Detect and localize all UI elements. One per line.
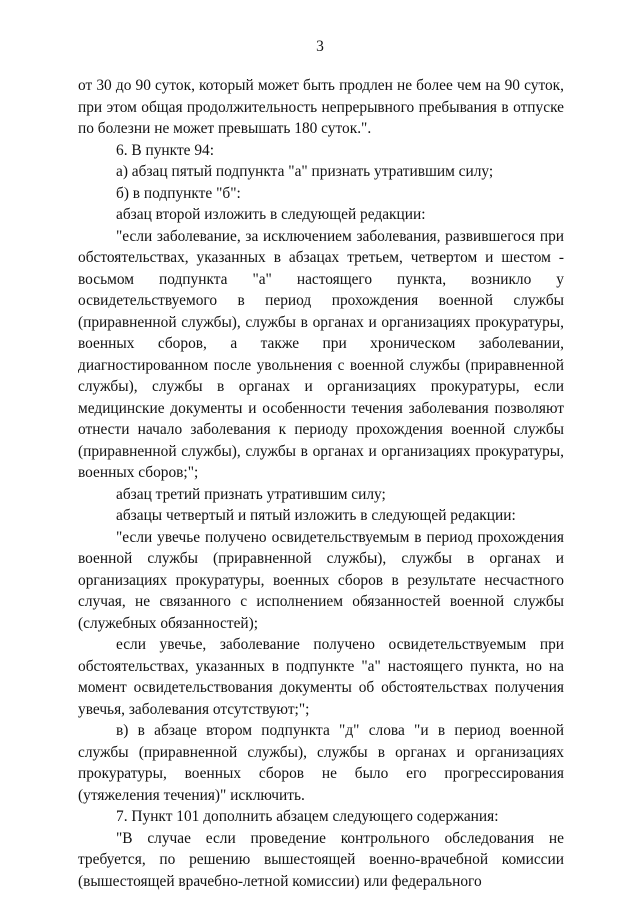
paragraph-subitem-a: а) абзац пятый подпункта "а" признать утратившим силу; xyxy=(116,163,494,180)
paragraph-disease-clause: "если заболевание, за исключением заболевания, развившегося при обстоятельствах, указанных в абзацах третьем, четвертом и шестом - восьмом подпункта "а" настоящего пункта, возникло у освидетельствуемого в период прохождения военной службы (приравненной службы), службы в органах и организациях прокуратуры, военных сборов, а также при хроническом заболевании, диагностированном после увольнения с военной службы (приравненной службы), службы в органах и организациях прокуратуры, если медицинские документы и особенности течения заболевания позволяют отнести начало заболевания к периоду прохождения военной службы (приравненной службы), службы в органах и организациях прокуратуры, военных сборов;"; xyxy=(78,227,564,481)
paragraph-subitem-v: в) в абзаце втором подпункта "д" слова "и в период военной службы (приравненной службы), службы в органах и организациях прокуратуры, военных сборов не было его прогрессирования (утяжеления течения)" исключить. xyxy=(78,722,564,804)
paragraph-second-abzac: абзац второй изложить в следующей редакции: xyxy=(116,206,426,223)
paragraph-third-abzac: абзац третий признать утратившим силу; xyxy=(116,485,386,503)
paragraph-continuation: от 30 до 90 суток, который может быть продлен не более чем на 90 суток, при этом общая продолжительность непрерывного пребывания в отпуске по болезни не может превышать 180 суток.". xyxy=(78,77,564,137)
paragraph-item-7: 7. Пункт 101 дополнить абзацем следующего содержания: xyxy=(116,808,499,825)
page-number: 3 xyxy=(316,38,324,55)
document-body xyxy=(78,75,564,892)
paragraph-injury-circumstances: если увечье, заболевание получено освидетельствуемым при обстоятельствах, указанных в подпункте "а" настоящего пункта, но на момент освидетельствования документы об обстоятельствах получения увечья, заболевания отсутствуют;"; xyxy=(78,636,564,718)
paragraph-control-exam: "В случае если проведение контрольного обследования не требуется, по решению вышестоящей военно-врачебной комиссии (вышестоящей врачебно-летной комиссии) или федерального xyxy=(78,829,564,890)
paragraph-injury-clause: "если увечье получено освидетельствуемым в период прохождения военной службы (приравненной службы), службы в органах и организациях прокуратуры, военных сборов в результате несчастного случая, не связанного с исполнением обязанностей военной службы (служебных обязанностей); xyxy=(78,528,564,632)
paragraph-subitem-b: б) в подпункте "б": xyxy=(116,184,241,202)
paragraph-item-6: 6. В пункте 94: xyxy=(116,141,215,159)
paragraph-fourth-fifth-abzac: абзацы четвертый и пятый изложить в следующей редакции: xyxy=(116,507,516,524)
